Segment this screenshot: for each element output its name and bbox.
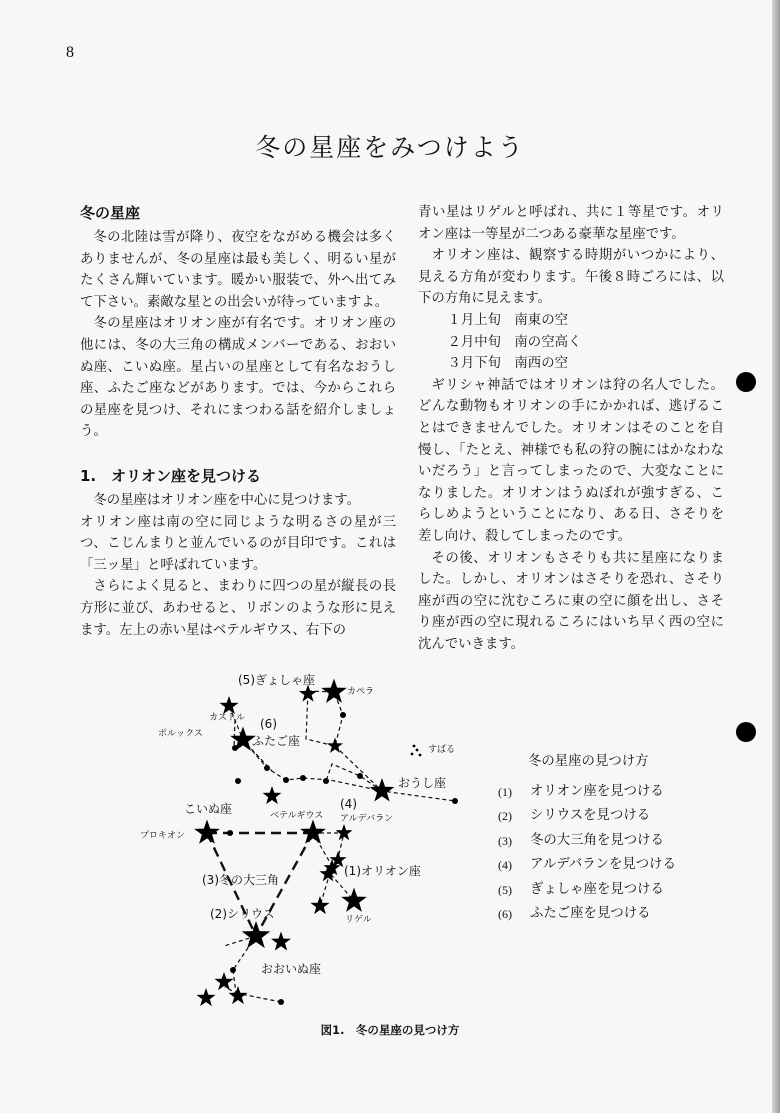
legend-item: (3) 冬の大三角を見つける [498, 832, 664, 848]
page-edge [772, 0, 780, 1113]
legend-item: (1) オリオン座を見つける [498, 784, 664, 799]
left-column [80, 202, 396, 641]
subaru-label: すばる [428, 745, 456, 755]
betelgeuse-label: ベテルギウス [270, 811, 324, 821]
bellatrix-star-icon [335, 824, 352, 840]
star-dot-icon [323, 778, 329, 784]
star-dot-icon [230, 967, 236, 973]
figure-caption: 図1. 冬の星座の見つけ方 [320, 1023, 460, 1037]
castor-star-icon [219, 696, 238, 714]
section-heading-find-orion: 1. オリオン座を見つける [80, 466, 261, 485]
paragraph: さらによく見ると、まわりに四つの星が縦長の長方形に並び、あわせると、リボンのような形に見えます。左上の赤い星はベテルギウス、右下の [80, 579, 396, 638]
list-item: ２月中旬 南の空高く [447, 334, 582, 350]
page-title: 冬の星座をみつけよう [255, 133, 525, 162]
paragraph: オリオン座は、観察する時期がいつかにより、見える方角が変わります。午後８時ごろには、以下の方角に見えます。 [418, 248, 724, 307]
star-icon [196, 988, 215, 1006]
legend-title: 冬の星座の見つけ方 [528, 754, 649, 769]
stars [194, 679, 458, 1007]
legend-item: (5) ぎょしゃ座を見つける [498, 881, 664, 897]
paragraph: 冬の星座はオリオン座を中心に見つけます。 [93, 492, 360, 508]
sirius-star-icon [242, 921, 271, 948]
legend-item: (2) シリウスを見つける [498, 808, 651, 824]
saiph-star-icon [310, 896, 329, 914]
star-dot-icon [300, 775, 306, 781]
star-icon [262, 786, 281, 804]
star-dot-icon [283, 777, 289, 783]
star-dot-icon [232, 745, 238, 751]
star-dot-icon [235, 778, 241, 784]
section-heading-winter-constellations: 冬の星座 [80, 204, 141, 222]
auriga-label: (5)ぎょしゃ座 [238, 673, 315, 687]
star-dot-icon [340, 712, 346, 718]
aldebaran-label: アルデバラン [340, 814, 394, 824]
capella-star-icon [321, 679, 347, 703]
right-column [418, 202, 724, 655]
list-item: ３月下旬 南西の空 [447, 356, 568, 372]
procyon-label: プロキオン [140, 831, 186, 841]
castor-label: カストル [209, 713, 246, 723]
star-map [140, 668, 480, 1018]
legend [498, 752, 676, 926]
binder-hole-mark [736, 372, 756, 392]
orion-label: (1)オリオン座 [344, 864, 421, 878]
aldebaran-star-icon [370, 778, 395, 802]
diagram-labels [140, 672, 455, 976]
star-dot-icon [357, 773, 363, 779]
star-dot-icon [264, 765, 270, 771]
aldebaran-number-label: (4) [340, 797, 357, 811]
paragraph: 青い星はリゲルと呼ばれ、共に１等星です。オリオン座は一等星が二つある豪華な星座です。 [418, 205, 724, 242]
star-icon [214, 972, 233, 990]
star-icon [271, 932, 291, 951]
pleiades-icon [411, 745, 422, 757]
winter-triangle-label: (3)冬の大三角 [202, 873, 279, 887]
star-dot-icon [227, 830, 233, 836]
legend-item: (6) ふたご座を見つける [498, 906, 651, 922]
paragraph: その後、オリオンもさそりも共に星座になりました。しかし、オリオンはさそりを恐れ、さそり座が西の空に沈むころに東の空に顔を出し、さそり座が西の空に現れるころにはいち早く西の空に沈んでいきます。 [418, 550, 724, 652]
pollux-label: ポルックス [158, 729, 203, 739]
rigel-label: リゲル [345, 915, 372, 925]
taurus-label: おうし座 [398, 776, 447, 790]
canis-major-label: おおいぬ座 [261, 962, 322, 976]
procyon-star-icon [194, 820, 220, 844]
paragraph: ギリシャ神話ではオリオンは狩の名人でした。どんな動物もオリオンの手にかかれば、逃げることはできませんでした。オリオンはそのことを自慢し、「たとえ、神様でも私の狩の腕にはかなわないだろう」と言ってしまったので、大変なことになりました。オリオンはうぬぼれが強すぎる、こらしめようということになり、ある日、さそりを差し向け、殺してしまったのです。 [418, 377, 724, 544]
sirius-label: (2)シリウス [210, 907, 275, 921]
star-icon [327, 738, 343, 753]
legend-item: (4) アルデバランを見つける [498, 857, 676, 873]
paragraph: オリオン座は南の空に同じような明るさの星が三つ、こじんまりと並んでいるのが目印です。これは「三ッ星」と呼ばれています。 [80, 514, 396, 573]
page-number: 8 [66, 44, 74, 61]
star-dot-icon [278, 999, 284, 1005]
binder-hole-mark [736, 722, 756, 742]
gemini-label: ふたご座 [252, 734, 301, 748]
betelgeuse-star-icon [300, 820, 326, 844]
paragraph: 冬の北陸は雪が降り、夜空をながめる機会は多くありませんが、冬の星座は最も美しく、明るい星がたくさん輝いています。暖かい服装で、外へ出てみて下さい。素敵な星との出会いが待っていますよ。 [80, 230, 396, 310]
canis-minor-label: こいぬ座 [184, 802, 233, 816]
list-item: １月上旬 南東の空 [447, 312, 568, 328]
star-dot-icon [452, 798, 458, 804]
capella-label: カペラ [347, 687, 375, 697]
star-icon [228, 986, 247, 1004]
star-icon [299, 685, 317, 702]
paragraph: 冬の星座はオリオン座が有名です。オリオン座の他には、冬の大三角の構成メンバーである、おおいぬ座、こいぬ座。星占いの星座として有名なおうし座、ふたご座などがあります。では、今からこれらの星座を見つけ、それにまつわる話を紹介しましょう。 [80, 316, 396, 440]
gemini-number-label: (6) [260, 717, 277, 731]
